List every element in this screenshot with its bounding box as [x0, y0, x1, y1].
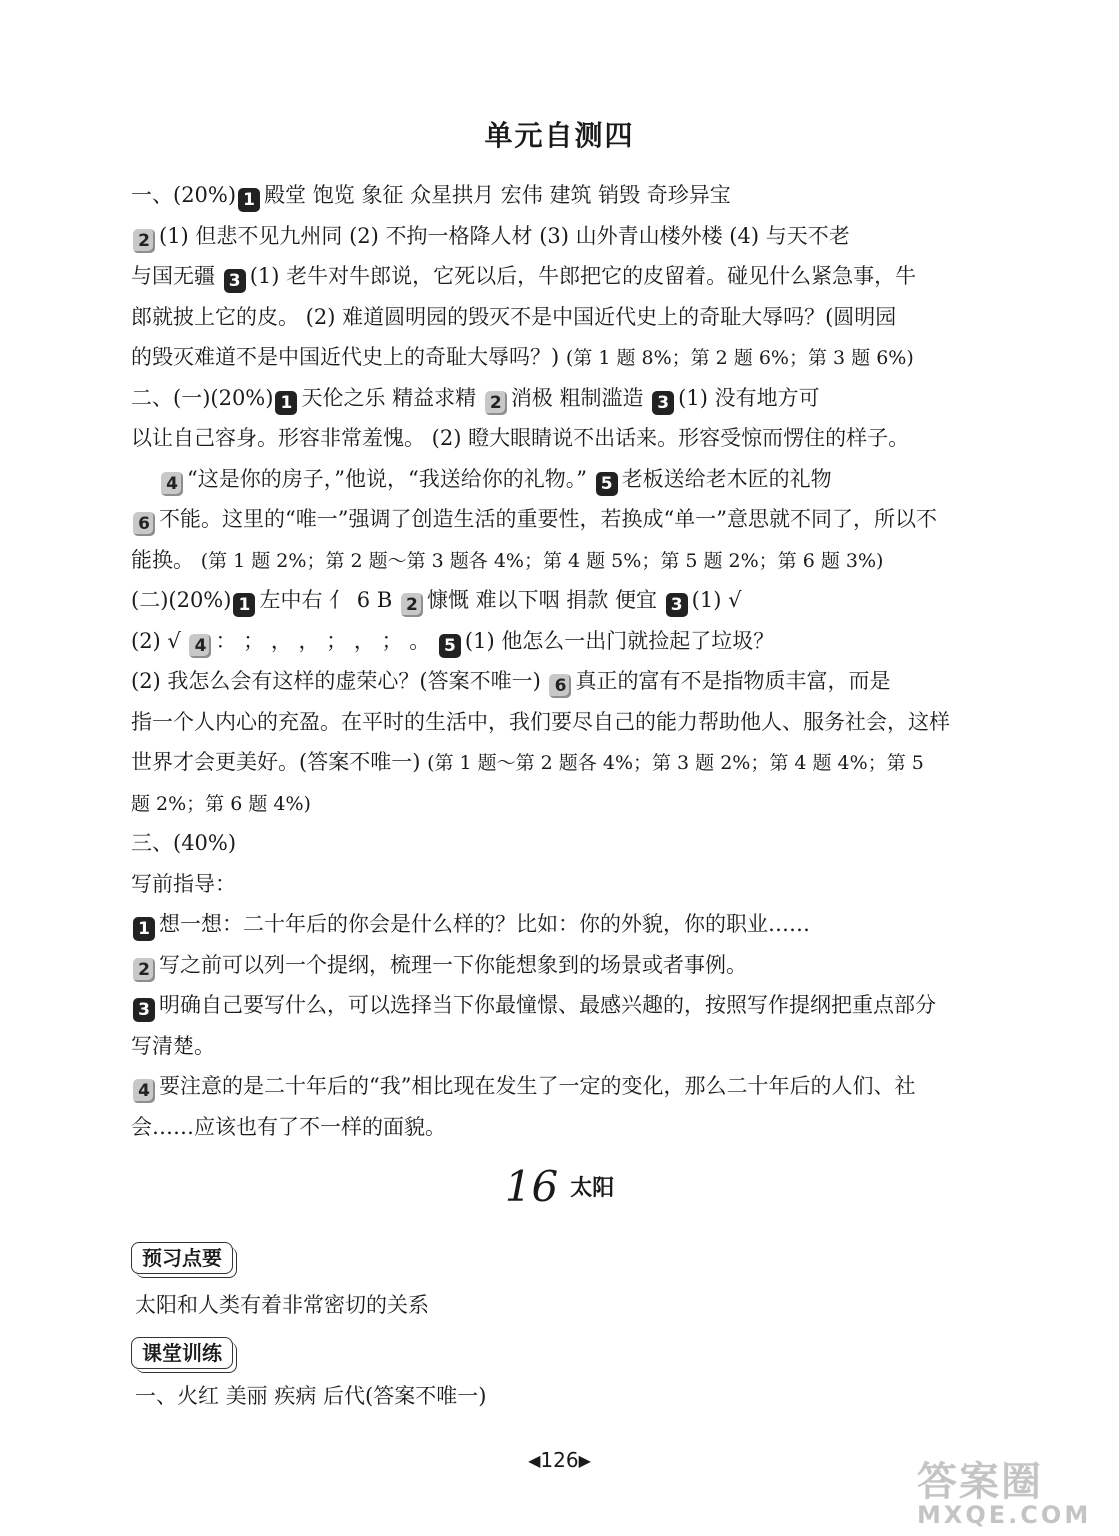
- question-number-badge: 3: [224, 269, 246, 293]
- answer-line: [131, 661, 1011, 702]
- page-title: 单元自测四: [484, 119, 635, 152]
- answer-text: 消极 粗制滥造: [510, 385, 651, 410]
- answer-line: [131, 540, 1011, 581]
- answer-text: (1) 没有地方可: [678, 385, 820, 410]
- watermark-url: MXQE.COM: [917, 1501, 1092, 1529]
- answer-line: [131, 742, 1011, 783]
- question-number-badge: 3: [652, 391, 674, 415]
- page-number: 126: [540, 1448, 579, 1472]
- question-number-badge: 4: [189, 634, 211, 658]
- question-number-badge: 1: [275, 391, 297, 415]
- answer-text: 会……应该也有了不一样的面貌。: [131, 1114, 446, 1139]
- answer-text: (1) 老牛对牛郎说，它死以后，牛郎把它的皮留着。碰见什么紧急事，牛: [249, 264, 917, 288]
- answer-text: 写清楚。: [131, 1033, 215, 1058]
- question-number-badge: 6: [133, 512, 155, 536]
- answer-line: [131, 459, 1011, 500]
- question-number-badge: 1: [238, 188, 260, 212]
- answer-line: [131, 783, 1011, 824]
- question-number-badge: 2: [485, 391, 507, 415]
- answer-text: 指一个人内心的充盈。在平时的生活中，我们要尽自己的能力帮助他人、服务社会，这样: [131, 709, 950, 734]
- lesson-heading: [0, 1162, 1119, 1212]
- score-note: (第 1 题 8%；第 2 题 6%；第 3 题 6%): [565, 347, 914, 369]
- answer-text: 殿堂 饱览 象征 众星拱月 宏伟 建筑 销毁 奇珍异宝: [264, 183, 731, 207]
- answer-text: (1) 但悲不见九州同 (2) 不拘一格降人材 (3) 山外青山楼外楼 (4) 与天不老: [159, 223, 850, 248]
- answer-text: 写前指导：: [131, 871, 236, 896]
- prev-arrow-icon: ◀: [528, 1451, 541, 1470]
- answer-text: 三、(40%): [131, 831, 237, 855]
- answer-line: [131, 864, 1011, 905]
- answer-text: 天伦之乐 精益求精: [301, 385, 483, 410]
- answer-text: 不能。这里的“唯一”强调了创造生活的重要性，若换成“单一”意思就不同了，所以不: [159, 507, 937, 531]
- answer-line: [131, 1066, 1011, 1107]
- answer-line: [131, 297, 1011, 338]
- answer-line: [131, 418, 1011, 459]
- question-number-badge: 3: [133, 998, 155, 1022]
- answer-text: (1) 他怎么一出门就捡起了垃圾？: [464, 628, 775, 653]
- answer-line: [131, 985, 1011, 1026]
- watermark: [917, 1450, 1107, 1530]
- answer-text: ： ； ， ， ； ， ； 。: [215, 628, 437, 653]
- answer-text: (二)(20%): [131, 588, 232, 612]
- question-number-badge: 6: [549, 674, 571, 698]
- answer-line: [131, 702, 1011, 743]
- question-number-badge: 4: [133, 1079, 155, 1103]
- answer-line: [131, 945, 1011, 986]
- lesson-title: 太阳: [570, 1176, 615, 1201]
- answer-text: 老板送给老木匠的礼物: [621, 466, 832, 491]
- answer-text: 与国无疆: [131, 264, 222, 288]
- answer-line: [131, 580, 1011, 621]
- class-training-label: 课堂训练: [131, 1337, 233, 1369]
- score-note: (第 1 题 2%；第 2 题～第 3 题各 4%；第 4 题 5%；第 5 题 2%；第 6 题 3%): [200, 549, 884, 572]
- question-number-badge: 5: [596, 472, 618, 496]
- question-number-badge: 4: [161, 472, 183, 496]
- answer-text: (2) √: [131, 628, 188, 653]
- answer-line: [131, 256, 1011, 297]
- question-number-badge: 2: [401, 593, 423, 617]
- answer-text: 明确自己要写什么，可以选择当下你最憧憬、最感兴趣的，按照写作提纲把重点部分: [159, 993, 936, 1017]
- answer-text: (1) √: [691, 588, 742, 612]
- answer-text: 的毁灭难道不是中国近代史上的奇耻大辱吗？): [131, 345, 566, 369]
- score-note: (第 1 题～第 2 题各 4%；第 3 题 2%；第 4 题 4%；第 5: [427, 752, 924, 774]
- question-number-badge: 2: [133, 229, 155, 253]
- answer-line: [131, 175, 1011, 216]
- answer-text: 郎就披上它的皮。 (2) 难道圆明园的毁灭不是中国近代史上的奇耻大辱吗？(圆明园: [131, 304, 897, 329]
- question-number-badge: 3: [666, 593, 688, 617]
- answer-text: 写之前可以列一个提纲，梳理一下你能想象到的场景或者事例。: [159, 952, 747, 977]
- answer-text: 真正的富有不是指物质丰富，而是: [575, 669, 891, 693]
- answer-text: 想一想：二十年后的你会是什么样的？比如：你的外貌，你的职业……: [159, 912, 810, 936]
- answer-line: [131, 216, 1011, 257]
- answer-line: [131, 337, 1011, 378]
- answer-line: [131, 1026, 1011, 1067]
- answer-text: “这是你的房子，”他说，“我送给你的礼物。”: [187, 466, 594, 491]
- next-arrow-icon: ▶: [578, 1451, 591, 1470]
- answer-text: 世界才会更美好。(答案不唯一): [131, 750, 428, 774]
- answer-content: [131, 175, 1011, 1147]
- answer-text: 二、(一)(20%): [131, 385, 274, 410]
- answer-text: 要注意的是二十年后的“我”相比现在发生了一定的变化，那么二十年后的人们、社: [159, 1074, 916, 1098]
- answer-text: 慷慨 难以下咽 捐款 便宜: [426, 588, 664, 612]
- answer-line: [131, 378, 1011, 419]
- lesson-number: 16: [504, 1162, 559, 1211]
- answer-line: [131, 904, 1011, 945]
- preview-text: 太阳和人类有着非常密切的关系: [135, 1293, 429, 1317]
- answer-line: [131, 823, 1011, 864]
- answer-text: (2) 我怎么会有这样的虚荣心？(答案不唯一): [131, 669, 548, 693]
- question-number-badge: 2: [133, 958, 155, 982]
- answer-text: 左中右 亻 6 B: [259, 588, 399, 612]
- answer-line: [131, 621, 1011, 662]
- answer-line: [131, 499, 1011, 540]
- answer-text: 一、(20%): [131, 183, 237, 207]
- answer-line: [131, 1107, 1011, 1148]
- class-training-text: 一、火红 美丽 疾病 后代(答案不唯一): [135, 1384, 487, 1408]
- question-number-badge: 5: [439, 634, 461, 658]
- watermark-logo: 答案圈: [917, 1459, 1043, 1505]
- question-number-badge: 1: [233, 593, 255, 617]
- preview-label: 预习点要: [131, 1242, 233, 1274]
- score-note: 题 2%；第 6 题 4%): [131, 792, 311, 815]
- answer-text: 能换。: [131, 547, 201, 572]
- answer-text: 以让自己容身。形容非常羞愧。 (2) 瞪大眼睛说不出话来。形容受惊而愣住的样子。: [131, 426, 910, 450]
- question-number-badge: 1: [133, 917, 155, 941]
